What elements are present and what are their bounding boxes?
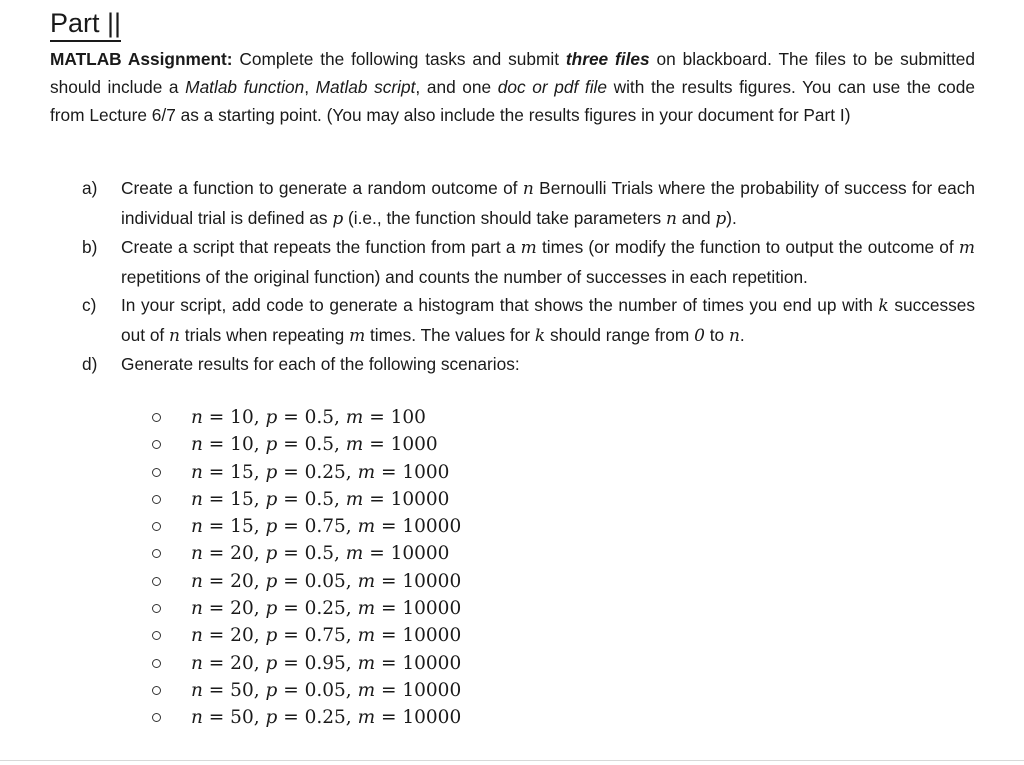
math-var: m	[958, 238, 975, 258]
task-list	[50, 174, 975, 379]
intro-text: with the results figures. You can use the code from Lecture 6/7 as a starting point. (You may also include the results figures in your document for Part I)	[50, 77, 975, 125]
task-text: Generate results for each of the following scenarios:	[121, 354, 520, 374]
scenario-formula: n = 10, p = 0.5, m = 100	[191, 407, 426, 428]
circle-bullet-icon	[152, 549, 161, 558]
task-text	[121, 174, 975, 233]
math-var: n	[169, 325, 180, 346]
text-run: (i.e., the function should take parameters	[343, 207, 666, 228]
math-var: m	[349, 325, 366, 346]
intro-emphasis: three files	[565, 49, 650, 69]
intro-italic: doc or pdf file	[497, 77, 607, 97]
circle-bullet-icon	[152, 713, 161, 722]
text-run: repetitions of the original function) and counts the number of successes in each repetition.	[121, 266, 808, 287]
task-label: c)	[82, 295, 97, 315]
text-run: Create a function to generate a random outcome of	[121, 178, 523, 198]
task-label: a)	[82, 178, 98, 198]
text-run: times (or modify the function to output the outcome of	[536, 237, 959, 257]
intro-text: on blackboard. The files to be submitted should include a	[50, 49, 976, 97]
scenario-formula: n = 15, p = 0.25, m = 1000	[191, 461, 450, 483]
text-run: .	[739, 324, 745, 345]
scenario-formula: n = 20, p = 0.5, m = 10000	[191, 543, 450, 565]
task-item-b	[50, 233, 975, 291]
text-run: should range from	[545, 324, 695, 345]
text-run: Bernoulli Trials where the probability of success for each individual trial is defined as	[121, 178, 975, 228]
text-run: to	[704, 324, 729, 345]
task-text	[121, 233, 975, 291]
circle-bullet-icon	[152, 495, 161, 504]
circle-bullet-icon	[152, 604, 161, 613]
math-var: p	[332, 208, 344, 229]
circle-bullet-icon	[152, 440, 161, 449]
text-run: times. The values for	[365, 324, 535, 345]
text-run: ).	[726, 207, 737, 228]
task-label: b)	[82, 237, 98, 257]
task-item-d	[50, 350, 975, 379]
text-run: trials when repeating	[180, 324, 350, 345]
intro-text: , and one	[415, 77, 498, 97]
intro-italic: Matlab function	[185, 77, 305, 97]
assignment-intro	[50, 45, 975, 129]
math-var: k	[534, 325, 546, 346]
math-var: m	[520, 238, 537, 258]
intro-text: Complete the following tasks and submit	[232, 49, 566, 69]
intro-text: ,	[304, 77, 316, 97]
circle-bullet-icon	[152, 468, 161, 477]
task-text	[121, 291, 975, 350]
math-var: n	[522, 179, 534, 199]
scenario-formula: n = 15, p = 0.5, m = 10000	[191, 488, 450, 510]
intro-italic: Matlab script	[315, 77, 416, 97]
scenario-formula: n = 20, p = 0.95, m = 10000	[191, 652, 462, 674]
task-item-a	[50, 174, 975, 233]
scenario-formula: n = 20, p = 0.05, m = 10000	[191, 570, 462, 592]
math-var: p	[715, 208, 727, 229]
scenario-formula: n = 20, p = 0.25, m = 10000	[191, 598, 462, 620]
math-var: 0	[694, 325, 705, 346]
text-run: and	[676, 207, 716, 228]
math-var: n	[666, 208, 677, 229]
scenario-formula: n = 10, p = 0.5, m = 1000	[191, 434, 438, 456]
math-var: k	[878, 296, 889, 316]
text-run: In your script, add code to generate a histogram that shows the number of times you end up with	[121, 295, 879, 315]
scenario-formula: n = 50, p = 0.25, m = 10000	[191, 707, 462, 729]
circle-bullet-icon	[152, 631, 161, 640]
scenario-formula: n = 50, p = 0.05, m = 10000	[191, 679, 462, 701]
circle-bullet-icon	[152, 522, 161, 531]
text-run: Create a script that repeats the function from part a	[121, 237, 521, 257]
circle-bullet-icon	[152, 413, 161, 422]
task-item-c	[50, 291, 975, 350]
text-run: successes out of	[121, 295, 975, 345]
page-title: Part ||	[50, 6, 121, 42]
task-label: d)	[82, 354, 98, 374]
circle-bullet-icon	[152, 577, 161, 586]
circle-bullet-icon	[152, 686, 161, 695]
scenario-formula: n = 15, p = 0.75, m = 10000	[191, 516, 462, 538]
intro-label: MATLAB Assignment:	[50, 49, 233, 69]
page-divider	[0, 760, 1024, 761]
circle-bullet-icon	[152, 659, 161, 668]
math-var: n	[728, 325, 740, 346]
scenario-formula: n = 20, p = 0.75, m = 10000	[191, 625, 462, 647]
